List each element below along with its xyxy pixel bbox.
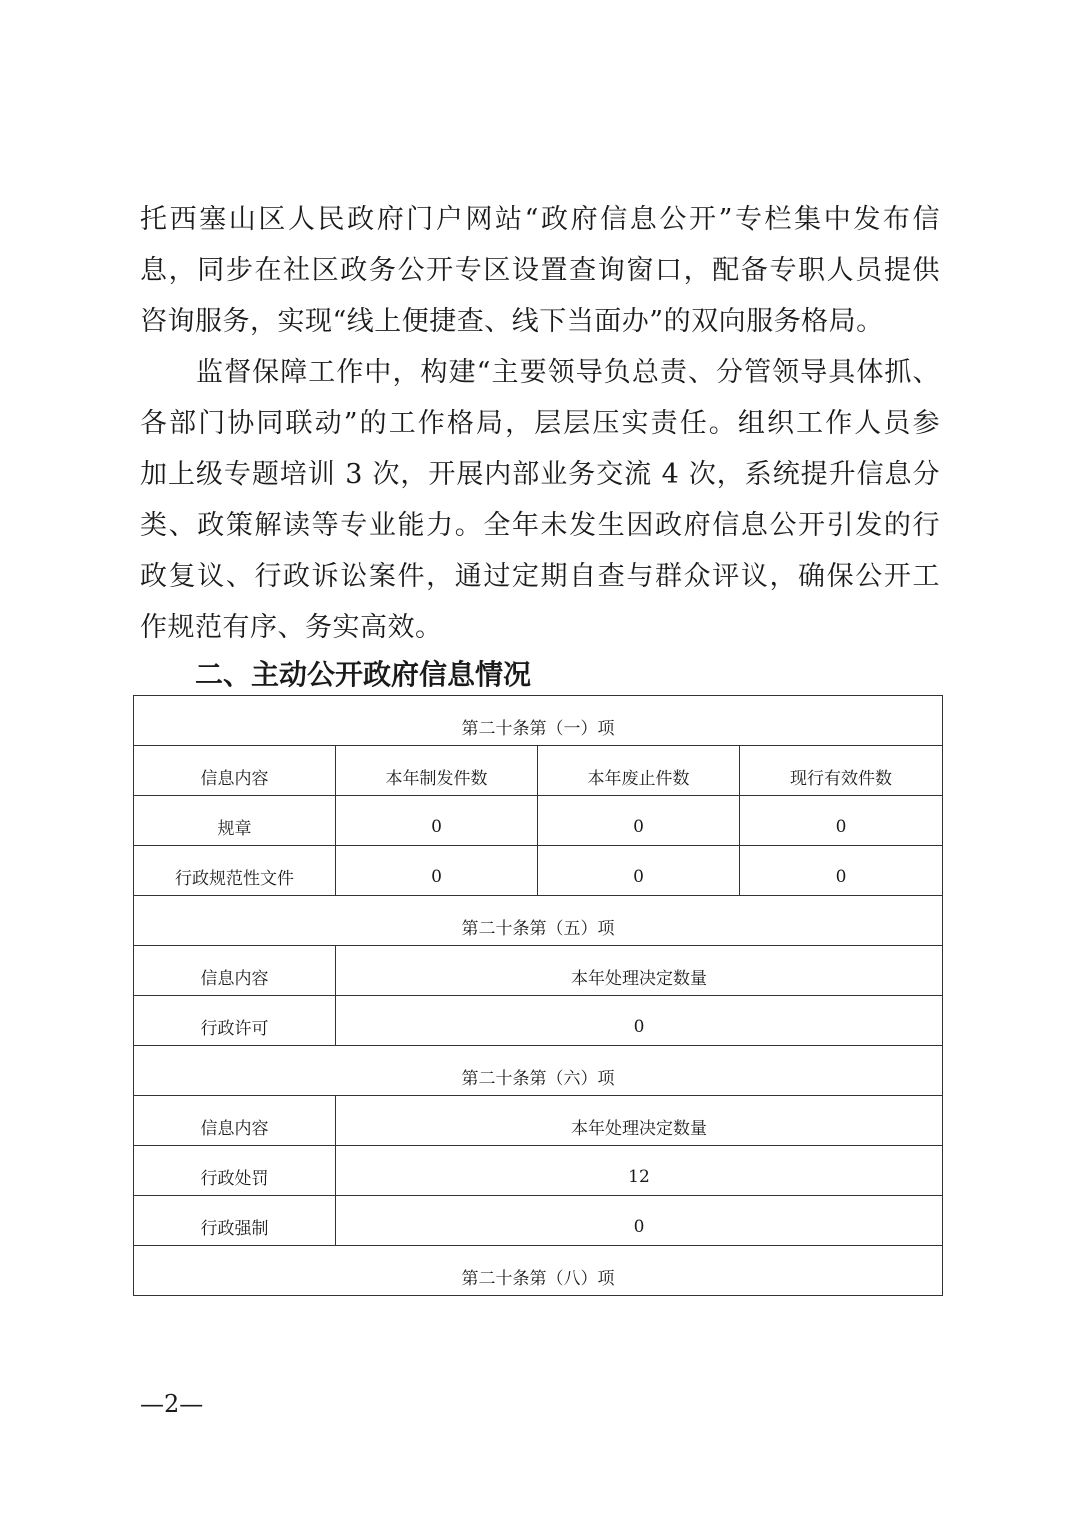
paragraph-line: 托西塞山区人民政府门户网站“政府信息公开”专栏集中发布信: [140, 204, 940, 235]
paragraph-line: 作规范有序、务实高效。: [140, 612, 443, 643]
disclosure-table: [133, 695, 943, 1296]
table-cell: 0: [336, 996, 943, 1046]
table-cell: 0: [336, 1196, 943, 1246]
table-cell: 0: [336, 846, 538, 896]
section-title-cell: 第二十条第（六）项: [134, 1046, 943, 1096]
header-cell: 本年处理决定数量: [336, 1096, 943, 1146]
header-cell: 本年废止件数: [538, 746, 740, 796]
paragraph-line: 各部门协同联动”的工作格局，层层压实责任。组织工作人员参: [140, 408, 940, 439]
header-cell: 信息内容: [134, 946, 336, 996]
table-row: [134, 796, 943, 846]
header-cell: 信息内容: [134, 746, 336, 796]
header-cell: 现行有效件数: [740, 746, 943, 796]
table-section-title-row: [134, 696, 943, 746]
table-header-row: [134, 746, 943, 796]
table-cell: 0: [740, 846, 943, 896]
paragraph-line: 政复议、行政诉讼案件，通过定期自查与群众评议，确保公开工: [140, 561, 940, 592]
paragraph-line: 咨询服务，实现“线上便捷查、线下当面办”的双向服务格局。: [140, 306, 884, 337]
table-header-row: [134, 1096, 943, 1146]
table-header-row: [134, 946, 943, 996]
table-cell: 0: [336, 796, 538, 846]
table-row: [134, 1196, 943, 1246]
paragraph-line: 加上级专题培训 3 次，开展内部业务交流 4 次，系统提升信息分: [140, 459, 940, 490]
table-cell: 12: [336, 1146, 943, 1196]
header-cell: 本年制发件数: [336, 746, 538, 796]
paragraph-line: 监督保障工作中，构建“主要领导负总责、分管领导具体抓、: [196, 357, 940, 388]
paragraph-line: 类、政策解读等专业能力。全年未发生因政府信息公开引发的行: [140, 510, 940, 541]
table-cell: 行政强制: [134, 1196, 336, 1246]
table-cell: 0: [538, 796, 740, 846]
table-cell: 行政规范性文件: [134, 846, 336, 896]
header-cell: 本年处理决定数量: [336, 946, 943, 996]
table-section-title-row: [134, 1046, 943, 1096]
table-cell: 规章: [134, 796, 336, 846]
header-cell: 信息内容: [134, 1096, 336, 1146]
paragraph-supervision: [140, 347, 940, 653]
table-cell: 行政许可: [134, 996, 336, 1046]
table-cell: 0: [538, 846, 740, 896]
section-title-cell: 第二十条第（八）项: [134, 1246, 943, 1296]
paragraph-info-publication: [140, 194, 940, 347]
page-number: —2—: [140, 1390, 204, 1418]
paragraph-line: 息，同步在社区政务公开专区设置查询窗口，配备专职人员提供: [140, 255, 940, 286]
table-section-title-row: [134, 896, 943, 946]
section-title-cell: 第二十条第（一）项: [134, 696, 943, 746]
table-row: [134, 1146, 943, 1196]
table-row: [134, 846, 943, 896]
table-cell: 0: [740, 796, 943, 846]
table-row: [134, 996, 943, 1046]
table-cell: 行政处罚: [134, 1146, 336, 1196]
section-title-cell: 第二十条第（五）项: [134, 896, 943, 946]
section-heading: 二、主动公开政府信息情况: [195, 658, 532, 691]
table-section-title-row: [134, 1246, 943, 1296]
